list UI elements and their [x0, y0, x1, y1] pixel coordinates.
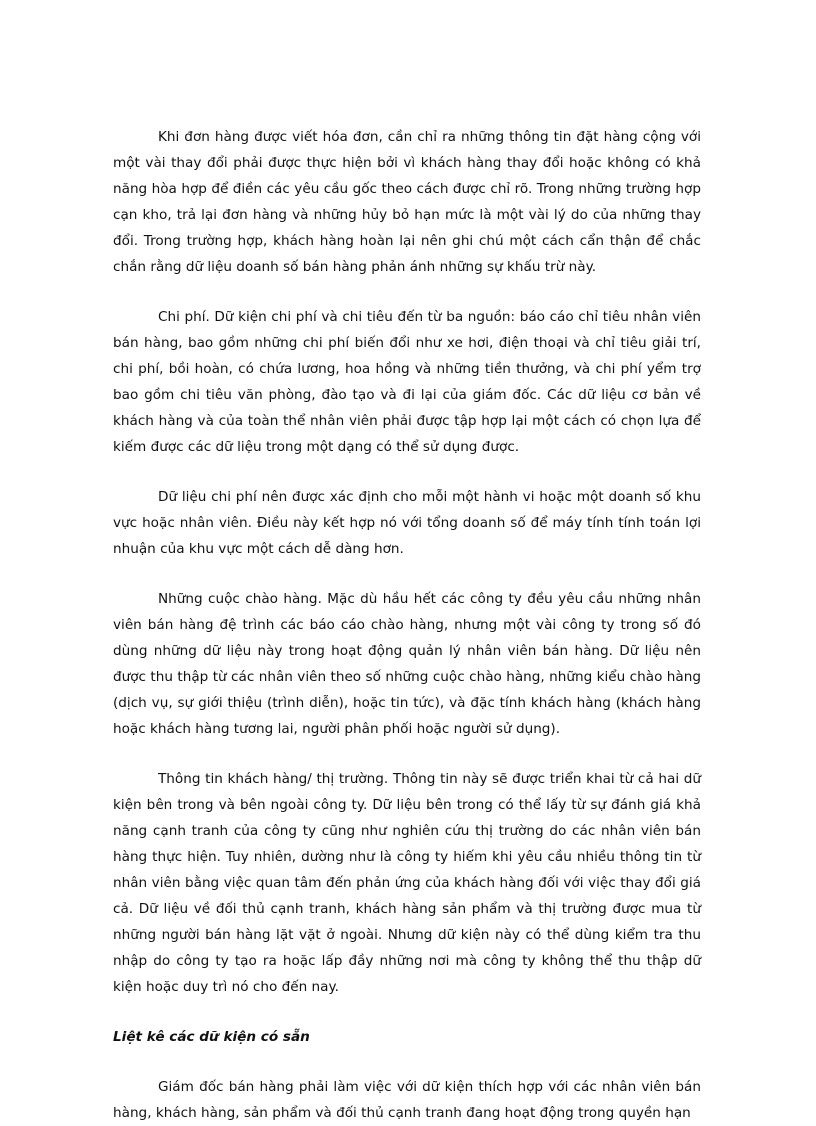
paragraph-invoice-changes: Khi đơn hàng được viết hóa đơn, cần chỉ ra những thông tin đặt hàng cộng với một vài thay đổi phải được thực hiện bởi vì khách hàng thay đổi hoặc không có khả năng hòa hợp để điền các yêu cầu gốc theo cách được chỉ rõ. Trong những trường hợp cạn kho, trả lại đơn hàng và những hủy bỏ hạn mức là một vài lý do của những thay đổi. Trong trường hợp, khách hàng hoàn lại nên ghi chú một cách cẩn thận để chắc chắn rằng dữ liệu doanh số bán hàng phản ánh những sự khấu trừ này. — [113, 129, 701, 275]
paragraph-cost-data: Dữ liệu chi phí nên được xác định cho mỗi một hành vi hoặc một doanh số khu vực hoặc nhân viên. Điều này kết hợp nó với tổng doanh số để máy tính tính toán lợi nhuận của khu vực một cách dễ dàng hơn. — [113, 489, 701, 557]
paragraph-customer-market-info: Thông tin khách hàng/ thị trường. Thông tin này sẽ được triển khai từ cả hai dữ kiện bên trong và bên ngoài công ty. Dữ liệu bên trong có thể lấy từ sự đánh giá khả năng cạnh tranh của công ty cũng như nghiên cứu thị trường do các nhân viên bán hàng thực hiện. Tuy nhiên, dường như là công ty hiếm khi yêu cầu nhiều thông tin từ nhân viên bằng việc quan tâm đến phản ứng của khách hàng đối với việc thay đổi giá cả. Dữ liệu về đối thủ cạnh tranh, khách hàng sản phẩm và thị trường được mua từ những người bán hàng lặt vặt ở ngoài. Nhưng dữ kiện này có thể dùng kiểm tra thu nhập do công ty tạo ra hoặc lấp đầy những nơi mà công ty không thể thu thập dữ kiện hoặc duy trì nó cho đến nay. — [113, 771, 701, 995]
paragraph-sales-calls: Những cuộc chào hàng. Mặc dù hầu hết các công ty đều yêu cầu những nhân viên bán hàng đệ trình các báo cáo chào hàng, nhưng một vài công ty trong số đó dùng những dữ liệu này trong hoạt động quản lý nhân viên bán hàng. Dữ liệu nên được thu thập từ các nhân viên theo số những cuộc chào hàng, những kiểu chào hàng (dịch vụ, sự giới thiệu (trình diễn), hoặc tin tức), và đặc tính khách hàng (khách hàng hoặc khách hàng tương lai, người phân phối hoặc người sử dụng). — [113, 591, 701, 737]
section-heading: Liệt kê các dữ kiện có sẵn — [113, 1029, 310, 1045]
paragraph-sales-manager: Giám đốc bán hàng phải làm việc với dữ kiện thích hợp với các nhân viên bán hàng, khách hàng, sản phẩm và đối thủ cạnh tranh đang hoạt động trong quyền hạn — [113, 1079, 701, 1121]
paragraph-costs: Chi phí. Dữ kiện chi phí và chi tiêu đến từ ba nguồn: báo cáo chỉ tiêu nhân viên bán hàng, bao gồm những chi phí biến đổi như xe hơi, điện thoại và chỉ tiêu giải trí, chi phí, bồi hoàn, có chứa lương, hoa hồng và những tiền thưởng, và chi phí yểm trợ bao gồm chi tiêu văn phòng, đào tạo và đi lại của giám đốc. Các dữ liệu cơ bản về khách hàng và của toàn thể nhân viên phải được tập hợp lại một cách có chọn lựa để kiếm được các dữ liệu trong một dạng có thể sử dụng được. — [113, 309, 701, 455]
document-body — [113, 124, 701, 1126]
